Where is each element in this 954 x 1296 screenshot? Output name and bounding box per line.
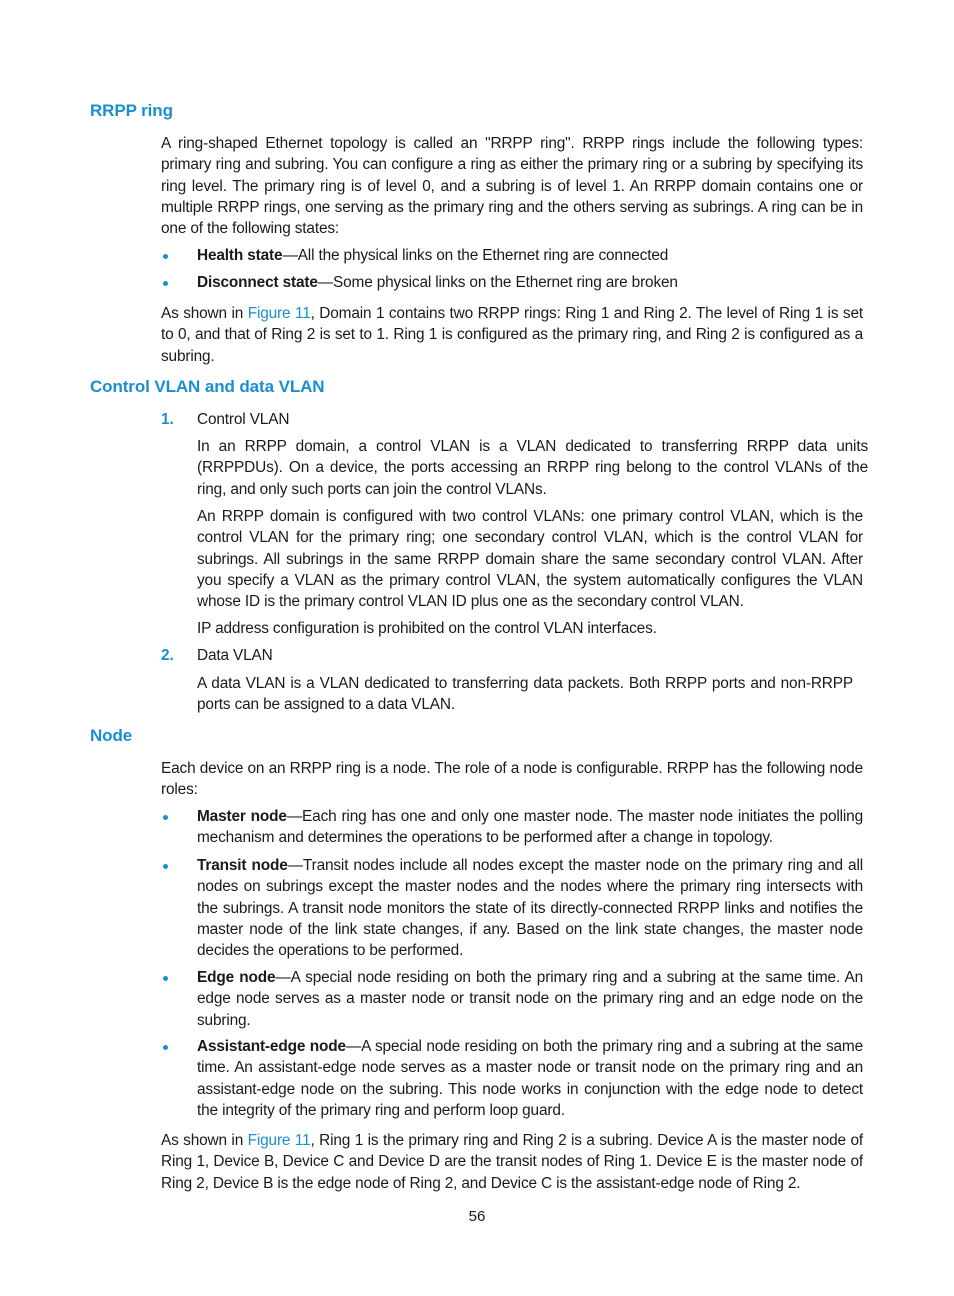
role-term: Assistant-edge node bbox=[197, 1038, 346, 1055]
heading-node: Node bbox=[90, 726, 133, 745]
data-vlan-para: A data VLAN is a VLAN dedicated to transferring data packets. Both RRPP ports and non-RRPP ports can be assigned to a data VLAN. bbox=[197, 675, 853, 714]
state-term: Disconnect state bbox=[197, 274, 318, 291]
role-desc: —Transit nodes include all nodes except the master node on the primary ring and all nodes on subrings except the master nodes and the nodes where the primary ring intersects with the subrings. A transit node monitors the state of its directly-connected RRPP links and notifies the master node of the link state changes, if any. Based on the link state changes, the master node decides the operations to be performed. bbox=[197, 857, 863, 960]
heading-control-vlan: Control VLAN and data VLAN bbox=[90, 377, 325, 396]
figure-link[interactable]: Figure 11 bbox=[247, 1132, 311, 1149]
item-number: 2. bbox=[161, 647, 174, 664]
heading-rrpp-ring: RRPP ring bbox=[90, 101, 173, 120]
bullet-icon bbox=[163, 864, 168, 869]
control-vlan-para-3: IP address configuration is prohibited on the control VLAN interfaces. bbox=[197, 620, 657, 637]
rrpp-ring-intro: A ring-shaped Ethernet topology is called an "RRPP ring". RRPP rings include the following types: primary ring and subring. You can configure a ring as either the primary ring or a subring by specifying its ring level. The primary ring is of level 0, and a subring is of level 1. An RRPP domain contains one or multiple RRPP rings, one serving as the primary ring and the others serving as subrings. A ring can be in one of the following states: bbox=[161, 135, 863, 238]
role-desc: —A special node residing on both the primary ring and a subring at the same time. An assistant-edge node serves as a master node or transit node on the primary ring and an assistant-edge node on the subring. This node works in conjunction with the edge node to detect the integrity of the primary ring and perform loop guard. bbox=[197, 1038, 863, 1119]
item-number: 1. bbox=[161, 411, 174, 428]
node-intro: Each device on an RRPP ring is a node. The role of a node is configurable. RRPP has the following node roles: bbox=[161, 760, 863, 799]
page-number: 56 bbox=[468, 1208, 486, 1225]
state-term: Health state bbox=[197, 247, 283, 264]
bullet-icon bbox=[163, 815, 168, 820]
control-vlan-para-1: In an RRPP domain, a control VLAN is a VLAN dedicated to transferring RRPP data units (RRPPDUs). On a device, the ports accessing an RRPP ring belong to the control VLANs of the ring, and only such ports can join the control VLANs. bbox=[197, 438, 868, 498]
item-title: Data VLAN bbox=[197, 647, 273, 664]
rrpp-ring-example: As shown in Figure 11, Domain 1 contains two RRPP rings: Ring 1 and Ring 2. The level of Ring 1 is set to 0, and that of Ring 2 is set to 1. Ring 1 is configured as the primary ring, and Ring 2 is configured as a subring. bbox=[161, 305, 863, 365]
bullet-icon bbox=[163, 976, 168, 981]
role-desc: —A special node residing on both the primary ring and a subring at the same time. An edge node serves as a master node or transit node on the primary ring and an edge node on the subring. bbox=[197, 969, 863, 1029]
item-title: Control VLAN bbox=[197, 411, 290, 428]
node-example: As shown in Figure 11, Ring 1 is the primary ring and Ring 2 is a subring. Device A is the master node of Ring 1, Device B, Device C and Device D are the transit nodes of Ring 1. Device E is the master node of Ring 2, Device B is the edge node of Ring 2, and Device C is the assistant-edge node of Ring 2. bbox=[161, 1132, 863, 1192]
state-desc: —Some physical links on the Ethernet ring are broken bbox=[317, 274, 678, 291]
bullet-icon bbox=[163, 254, 168, 259]
role-desc: —Each ring has one and only one master node. The master node initiates the polling mechanism and determines the operations to be performed after a change in topology. bbox=[197, 808, 863, 847]
state-desc: —All the physical links on the Ethernet ring are connected bbox=[282, 247, 669, 264]
control-vlan-para-2: An RRPP domain is configured with two control VLANs: one primary control VLAN, which is the control VLAN for the primary ring; one secondary control VLAN, which is the control VLAN for subrings. All subrings in the same RRPP domain share the same secondary control VLAN. After you specify a VLAN as the primary control VLAN, the system automatically configures the VLAN whose ID is the primary control VLAN ID plus one as the secondary control VLAN. bbox=[197, 508, 863, 611]
figure-link[interactable]: Figure 11 bbox=[247, 305, 311, 322]
bullet-icon bbox=[163, 1045, 168, 1050]
role-term: Master node bbox=[197, 808, 287, 825]
bullet-icon bbox=[163, 281, 168, 286]
role-term: Transit node bbox=[197, 857, 288, 874]
role-term: Edge node bbox=[197, 969, 276, 986]
